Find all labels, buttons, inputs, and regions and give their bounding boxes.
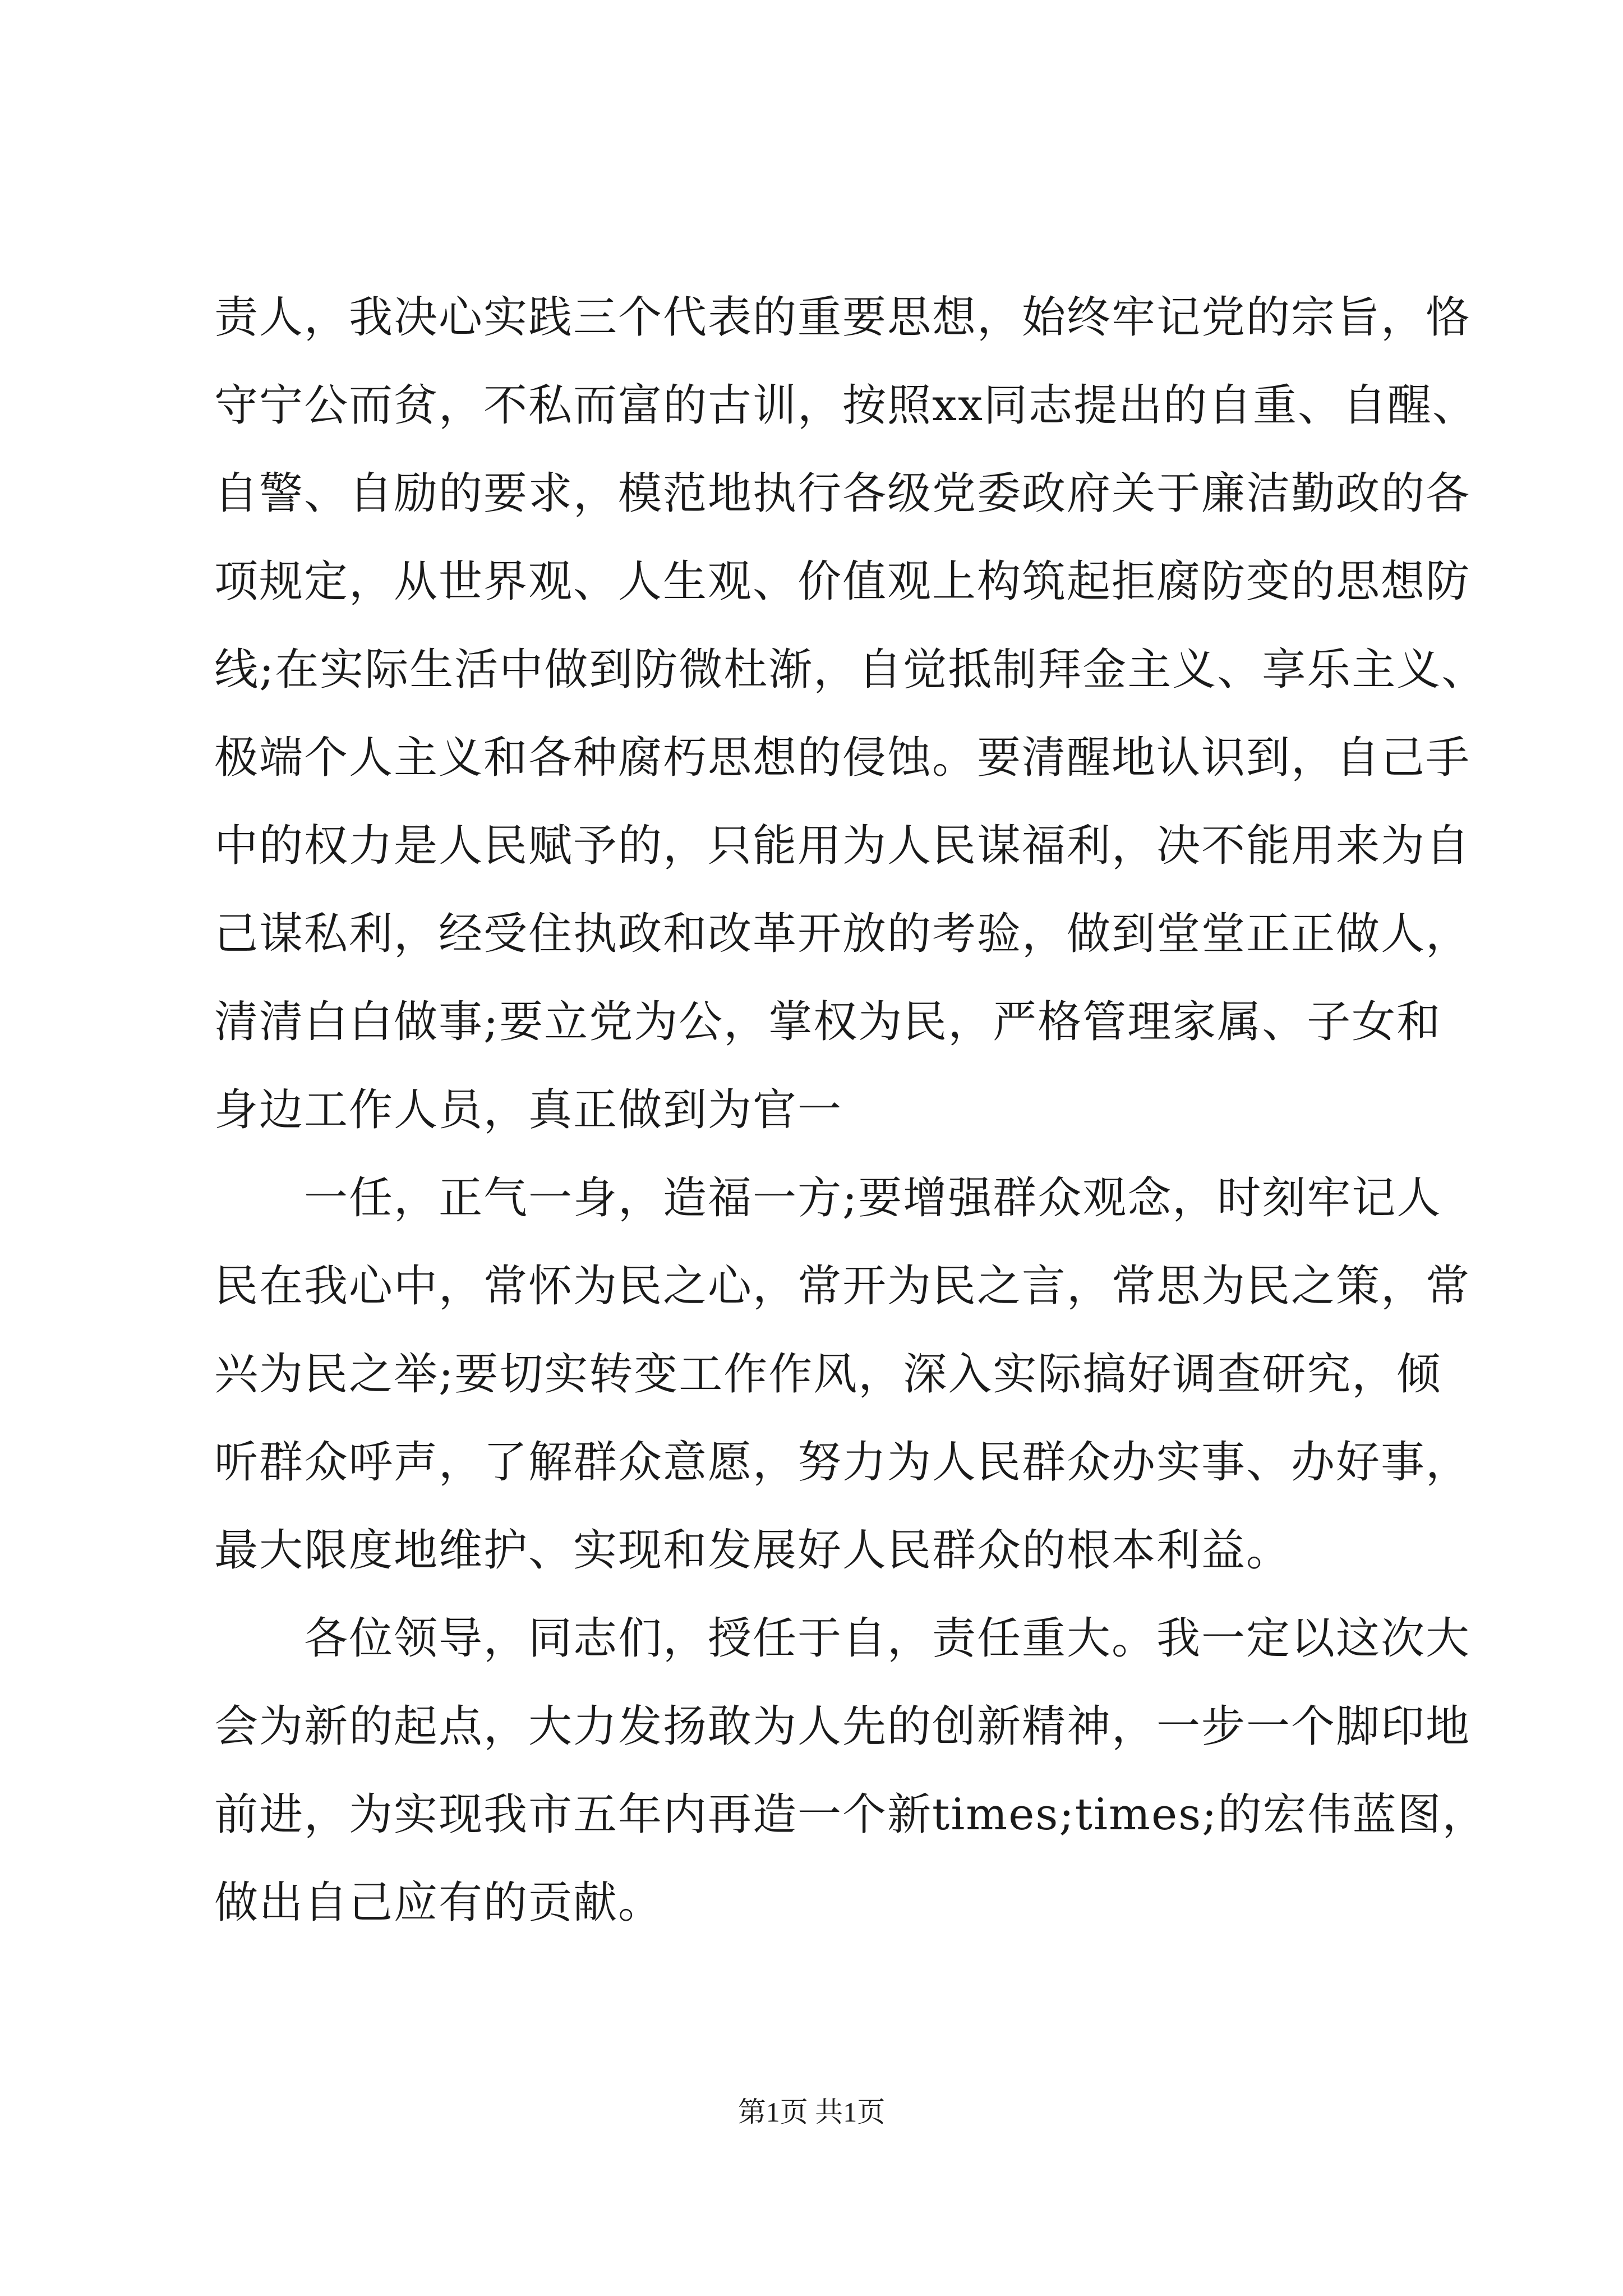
text-line: 清清白白做事;要立党为公，掌权为民，严格管理家属、子女和 [214, 997, 1442, 1047]
text-line: 听群众呼声，了解群众意愿，努力为人民群众办实事、办好事， [214, 1437, 1471, 1488]
text-line: 己谋私利，经受住执政和改革开放的考验，做到堂堂正正做人， [214, 909, 1471, 959]
text-line: 各位领导，同志们，授任于自，责任重大。我一定以这次大 [214, 1613, 1471, 1664]
document-body [214, 274, 1487, 1947]
text-line: 守宁公而贫，不私而富的古训，按照xx同志提出的自重、自醒、 [214, 380, 1477, 431]
text-line: 责人，我决心实践三个代表的重要思想，始终牢记党的宗旨，恪 [214, 292, 1471, 343]
page-number: 第1页 共1页 [737, 2096, 886, 2128]
text-line: 民在我心中，常怀为民之心，常开为民之言，常思为民之策，常 [214, 1261, 1471, 1312]
text-line: 一任，正气一身，造福一方;要增强群众观念，时刻牢记人 [214, 1173, 1442, 1223]
text-line: 极端个人主义和各种腐朽思想的侵蚀。要清醒地认识到，自己手 [214, 733, 1471, 783]
text-line: 项规定，从世界观、人生观、价值观上构筑起拒腐防变的思想防 [214, 556, 1471, 607]
text-line: 线;在实际生活中做到防微杜渐，自觉抵制拜金主义、享乐主义、 [214, 645, 1487, 695]
text-line: 做出自己应有的贡献。 [214, 1878, 663, 1928]
text-line: 最大限度地维护、实现和发展好人民群众的根本利益。 [214, 1525, 1292, 1576]
text-line: 前进，为实现我市五年内再造一个新times;times;的宏伟蓝图， [214, 1789, 1487, 1840]
text-line: 身边工作人员，真正做到为官一 [214, 1085, 843, 1135]
text-line: 兴为民之举;要切实转变工作作风，深入实际搞好调查研究，倾 [214, 1349, 1442, 1400]
text-line: 中的权力是人民赋予的，只能用为人民谋福利，决不能用来为自 [214, 821, 1471, 871]
page-footer [0, 2092, 1623, 2132]
text-line: 自警、自励的要求，模范地执行各级党委政府关于廉洁勤政的各 [214, 468, 1471, 519]
text-line: 会为新的起点，大力发扬敢为人先的创新精神，一步一个脚印地 [214, 1701, 1471, 1752]
